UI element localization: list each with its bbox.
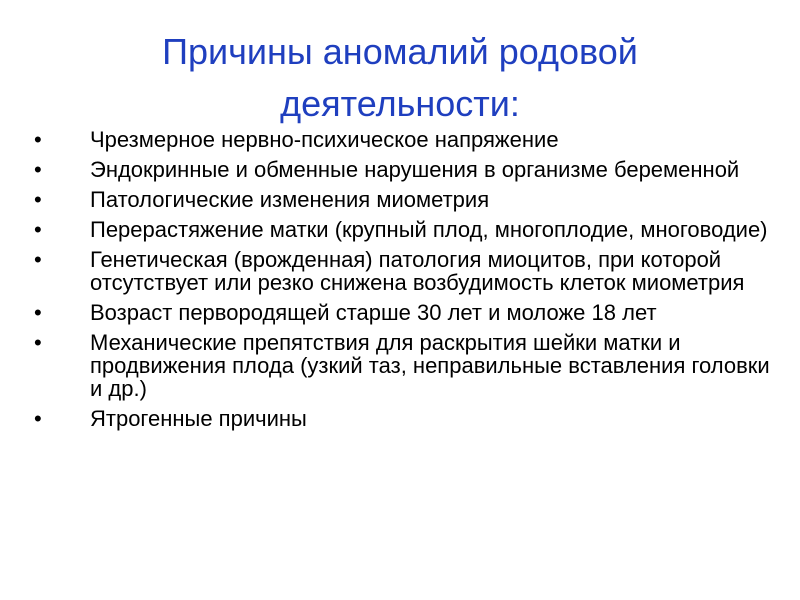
list-item-text: Патологические изменения миометрия <box>90 187 490 212</box>
list-item-text: Механические препятствия для раскрытия шейки матки и продвижения плода (узкий таз, неправильные вставления головки и др.) <box>90 330 770 401</box>
bullet-icon: • <box>34 406 42 431</box>
list-item <box>30 248 775 294</box>
bullet-icon: • <box>34 127 42 152</box>
bullet-icon: • <box>34 330 42 355</box>
list-item <box>30 158 775 181</box>
list-item <box>30 188 775 211</box>
list-item <box>30 301 775 324</box>
list-item-text: Чрезмерное нервно-психическое напряжение <box>90 127 559 152</box>
list-item <box>30 331 775 400</box>
bullet-icon: • <box>34 247 42 272</box>
list-item <box>30 128 775 151</box>
list-item-text: Перерастяжение матки (крупный плод, многоплодие, многоводие) <box>90 217 768 242</box>
list-item-text: Генетическая (врожденная) патология миоцитов, при которой отсутствует или резко снижена возбудимость клеток миометрия <box>90 247 745 295</box>
list-item <box>30 218 775 241</box>
causes-list <box>30 128 775 437</box>
list-item-text: Ятрогенные причины <box>90 406 307 431</box>
list-item-text: Возраст первородящей старше 30 лет и моложе 18 лет <box>90 300 657 325</box>
slide-title: Причины аномалий родовой деятельности: <box>162 31 638 124</box>
bullet-icon: • <box>34 157 42 182</box>
bullet-icon: • <box>34 300 42 325</box>
list-item-text: Эндокринные и обменные нарушения в организме беременной <box>90 157 740 182</box>
bullet-icon: • <box>34 217 42 242</box>
list-item <box>30 407 775 430</box>
bullet-icon: • <box>34 187 42 212</box>
